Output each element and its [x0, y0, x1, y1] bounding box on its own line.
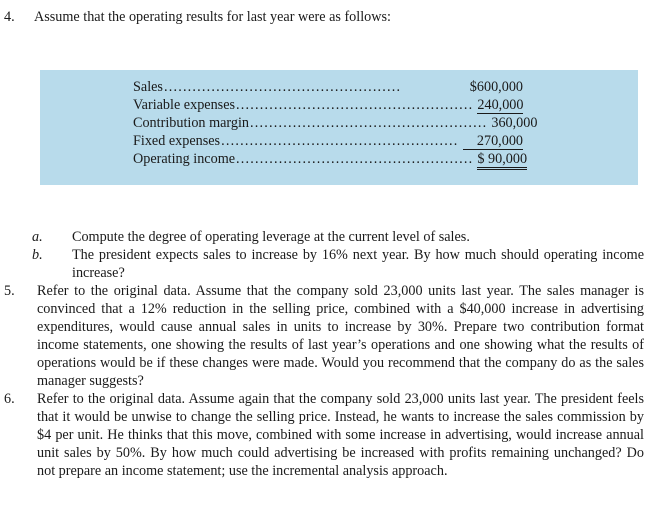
problem-number: 4.	[4, 9, 15, 25]
problem-list	[4, 228, 644, 480]
sub-item-text: The president expects sales to increase by 16% next year. By how much should operating income increase?	[72, 247, 644, 281]
row-label: Fixed expenses	[133, 133, 221, 149]
sub-item-a	[4, 228, 644, 246]
leader-dots: ..................................................	[250, 115, 488, 131]
problem-text: Refer to the original data. Assume that the company sold 23,000 units last year. The sales manager is convinced that a 12% reduction in the selling price, combined with a $40,000 increase in advertising expenditures, would cause annual sales in units to increase by 30%. Prepare two contribution format income statements, one showing the results of last year’s operations and one showing what the results of operations would be if these changes were made. Would you recommend that the company do as the sales manager suggests?	[37, 283, 644, 389]
statement-row-contribution-margin	[133, 114, 538, 132]
problem-text: Refer to the original data. Assume again that the company sold 23,000 units last year. The president feels that it would be unwise to change the selling price. Instead, he wants to increase the sales commission by $4 per unit. He thinks that this move, combined with some increase in advertising, would increase annual unit sales by 50%. By how much could advertising be increased with profits remaining unchanged? Do not prepare an income statement; use the incremental analysis approach.	[37, 391, 644, 479]
row-amount: $600,000	[469, 79, 523, 95]
sub-item-b	[4, 246, 644, 282]
statement-row-sales	[133, 78, 523, 96]
problem-intro: Assume that the operating results for last year were as follows:	[34, 9, 391, 25]
sub-item-marker: b.	[32, 247, 43, 263]
row-amount: $ 90,000	[477, 151, 527, 170]
statement-row-operating-income	[133, 150, 528, 168]
leader-dots: ..................................................	[236, 151, 474, 167]
statement-row-variable-expenses	[133, 96, 523, 114]
leader-dots: ..................................................	[163, 79, 402, 95]
row-label: Variable expenses	[133, 97, 236, 113]
sub-item-text: Compute the degree of operating leverage at the current level of sales.	[72, 229, 470, 245]
row-label: Operating income	[133, 151, 236, 167]
statement-row-fixed-expenses	[133, 132, 523, 150]
row-amount: 360,000	[491, 115, 538, 131]
problem-4-heading	[4, 8, 644, 26]
problem-number: 6.	[4, 391, 15, 407]
leader-dots: ..................................................	[221, 133, 459, 149]
problem-6	[4, 390, 644, 480]
row-amount: 240,000	[477, 97, 524, 113]
problem-5	[4, 282, 644, 390]
row-label: Contribution margin	[133, 115, 249, 131]
row-amount: 270,000	[463, 133, 523, 150]
problem-number: 5.	[4, 283, 15, 299]
row-label: Sales	[133, 79, 163, 95]
sub-item-marker: a.	[32, 229, 43, 245]
leader-dots: ..................................................	[236, 97, 474, 113]
income-statement	[133, 78, 538, 168]
